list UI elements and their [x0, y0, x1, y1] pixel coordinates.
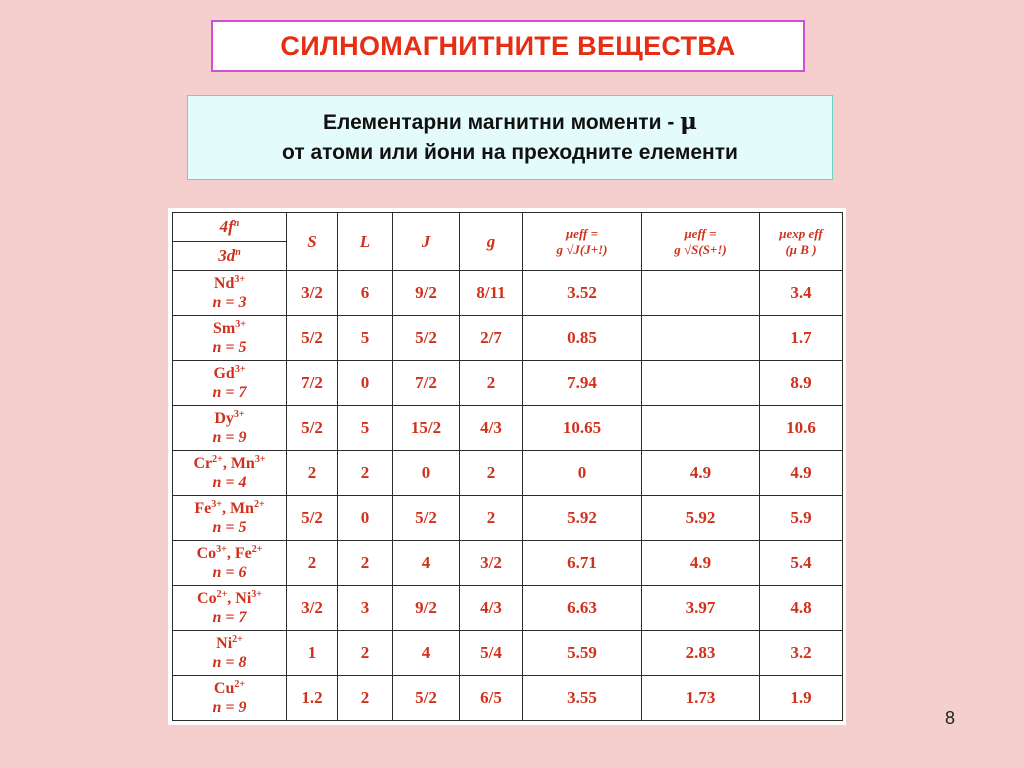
ion-base: Sm	[213, 320, 236, 337]
ion-charge: 3+	[216, 544, 227, 555]
header-mu-eff-S	[642, 213, 760, 271]
ion-cell	[173, 361, 287, 406]
ion-base: Dy	[214, 410, 234, 427]
table-row	[173, 631, 843, 676]
electron-count: n = 4	[212, 474, 247, 491]
cell-J: 4	[393, 541, 460, 586]
electron-count: n = 5	[212, 339, 247, 356]
cell-S: 1.2	[287, 676, 338, 721]
header-mu-eff-S-bottom: g √S(S+!)	[674, 241, 727, 257]
cell-L: 5	[338, 316, 393, 361]
cell-S: 3/2	[287, 586, 338, 631]
ion-charge: 2+	[212, 454, 223, 465]
table-row	[173, 676, 843, 721]
cell-S: 2	[287, 451, 338, 496]
cell-mu-exp: 1.9	[760, 676, 843, 721]
ion-base: Nd	[213, 275, 235, 292]
ion-cell	[173, 586, 287, 631]
cell-g: 4/3	[460, 406, 523, 451]
cell-J: 9/2	[393, 586, 460, 631]
header-mu-eff-S-top: μeff =	[684, 225, 717, 241]
ion-base: Cr	[193, 455, 213, 472]
table-row	[173, 316, 843, 361]
cell-mu-J: 6.63	[523, 586, 642, 631]
cell-S: 1	[287, 631, 338, 676]
cell-mu-exp: 4.8	[760, 586, 843, 631]
table-row	[173, 496, 843, 541]
electron-count: n = 5	[212, 519, 247, 536]
ion-name	[173, 679, 286, 698]
cell-mu-exp: 3.2	[760, 631, 843, 676]
ion-base: Cu	[213, 680, 235, 697]
cell-J: 5/2	[393, 316, 460, 361]
header-4f-base: 4f	[219, 217, 234, 236]
ion-charge: 2+	[216, 589, 228, 600]
cell-mu-S	[642, 406, 760, 451]
table-row	[173, 586, 843, 631]
cell-J: 5/2	[393, 496, 460, 541]
cell-g: 2/7	[460, 316, 523, 361]
page-number: 8	[945, 708, 956, 728]
cell-g: 2	[460, 496, 523, 541]
cell-mu-S: 4.9	[642, 451, 760, 496]
electron-count: n = 9	[212, 699, 247, 716]
cell-mu-S	[642, 271, 760, 316]
table-container	[168, 208, 846, 725]
cell-L: 3	[338, 586, 393, 631]
ion2-charge: 3+	[254, 454, 266, 465]
cell-mu-J: 7.94	[523, 361, 642, 406]
ion-charge: 3+	[234, 274, 246, 285]
cell-J: 5/2	[393, 676, 460, 721]
cell-L: 2	[338, 676, 393, 721]
cell-J: 15/2	[393, 406, 460, 451]
header-3d	[173, 242, 287, 271]
cell-mu-S: 2.83	[642, 631, 760, 676]
cell-L: 6	[338, 271, 393, 316]
cell-g: 4/3	[460, 586, 523, 631]
cell-S: 5/2	[287, 496, 338, 541]
cell-L: 5	[338, 406, 393, 451]
ion-name	[173, 319, 286, 338]
ion2-base: , Ni	[227, 590, 252, 607]
ion-name	[173, 274, 286, 293]
ion2-base: , Fe	[226, 545, 252, 562]
cell-mu-J: 3.55	[523, 676, 642, 721]
cell-S: 7/2	[287, 361, 338, 406]
ion2-charge: 3+	[251, 589, 262, 600]
table-row	[173, 361, 843, 406]
cell-mu-exp: 5.9	[760, 496, 843, 541]
header-g: g	[460, 213, 523, 271]
ion-cell	[173, 271, 287, 316]
subtitle-line-2: от атоми или йони на преходните елементи	[282, 141, 738, 164]
cell-mu-S: 1.73	[642, 676, 760, 721]
cell-L: 0	[338, 496, 393, 541]
cell-J: 0	[393, 451, 460, 496]
cell-L: 0	[338, 361, 393, 406]
cell-S: 3/2	[287, 271, 338, 316]
ion-charge: 3+	[235, 319, 246, 330]
ion-base: Co	[197, 590, 217, 607]
ion-name	[173, 364, 286, 383]
ion2-base: , Mn	[221, 500, 254, 517]
slide-title: СИЛНОМАГНИТНИТЕ ВЕЩЕСТВА	[280, 30, 736, 61]
ion-charge: 2+	[232, 634, 243, 645]
ion-name	[173, 544, 286, 563]
ion-cell	[173, 451, 287, 496]
header-4f-sup: n	[233, 218, 240, 229]
table-header-row	[173, 213, 843, 242]
cell-L: 2	[338, 541, 393, 586]
table-row	[173, 451, 843, 496]
cell-mu-J: 5.92	[523, 496, 642, 541]
header-J: J	[393, 213, 460, 271]
ion2-base: , Mn	[222, 455, 255, 472]
ion-cell	[173, 676, 287, 721]
header-mu-exp-bottom: (μ B )	[785, 241, 817, 257]
header-mu-exp-top: μexp eff	[779, 225, 823, 241]
cell-J: 4	[393, 631, 460, 676]
cell-S: 5/2	[287, 316, 338, 361]
header-mu-eff-J	[523, 213, 642, 271]
electron-count: n = 8	[212, 654, 247, 671]
cell-mu-J: 5.59	[523, 631, 642, 676]
cell-mu-S	[642, 361, 760, 406]
table-row	[173, 271, 843, 316]
ion-charge: 2+	[234, 679, 246, 690]
cell-g: 2	[460, 451, 523, 496]
ion-cell	[173, 631, 287, 676]
header-mu-eff-J-bottom: g √J(J+!)	[556, 241, 608, 257]
ion-base: Gd	[213, 365, 235, 382]
cell-mu-exp: 8.9	[760, 361, 843, 406]
ion-cell	[173, 496, 287, 541]
cell-g: 6/5	[460, 676, 523, 721]
cell-mu-J: 3.52	[523, 271, 642, 316]
cell-g: 5/4	[460, 631, 523, 676]
ion-cell	[173, 541, 287, 586]
electron-count: n = 7	[212, 609, 247, 626]
cell-mu-J: 0	[523, 451, 642, 496]
subtitle-line-1	[323, 107, 697, 138]
ion-charge: 3+	[233, 409, 245, 420]
mu-symbol: μ	[680, 108, 697, 135]
header-mu-exp	[760, 213, 843, 271]
cell-g: 2	[460, 361, 523, 406]
cell-mu-J: 10.65	[523, 406, 642, 451]
ion-name	[173, 634, 286, 653]
cell-J: 7/2	[393, 361, 460, 406]
cell-S: 2	[287, 541, 338, 586]
cell-mu-S: 4.9	[642, 541, 760, 586]
cell-mu-exp: 5.4	[760, 541, 843, 586]
cell-mu-S: 3.97	[642, 586, 760, 631]
table-row	[173, 541, 843, 586]
cell-J: 9/2	[393, 271, 460, 316]
ion-base: Fe	[194, 500, 212, 517]
header-L: L	[338, 213, 393, 271]
cell-mu-exp: 10.6	[760, 406, 843, 451]
cell-L: 2	[338, 631, 393, 676]
header-mu-eff-J-top: μeff =	[565, 225, 599, 241]
ion-name	[173, 499, 286, 518]
header-3d-base: 3d	[218, 246, 236, 265]
ion-base: Ni	[216, 635, 233, 652]
electron-count: n = 9	[212, 429, 247, 446]
ion-cell	[173, 316, 287, 361]
cell-S: 5/2	[287, 406, 338, 451]
electron-count: n = 3	[212, 294, 247, 311]
cell-mu-J: 0.85	[523, 316, 642, 361]
ion-charge: 3+	[234, 364, 246, 375]
magnetic-moments-table	[172, 212, 843, 721]
ion-base: Co	[196, 545, 217, 562]
header-4f	[173, 213, 287, 242]
cell-mu-exp: 1.7	[760, 316, 843, 361]
ion2-charge: 2+	[251, 544, 263, 555]
ion2-charge: 2+	[253, 499, 265, 510]
cell-mu-J: 6.71	[523, 541, 642, 586]
ion-cell	[173, 406, 287, 451]
cell-mu-exp: 3.4	[760, 271, 843, 316]
cell-mu-S	[642, 316, 760, 361]
electron-count: n = 7	[212, 384, 247, 401]
slide-title-box	[211, 20, 805, 72]
subtitle-box	[187, 95, 833, 180]
cell-mu-exp: 4.9	[760, 451, 843, 496]
table-body	[173, 271, 843, 721]
electron-count: n = 6	[212, 564, 247, 581]
ion-name	[173, 589, 286, 608]
ion-name	[173, 454, 286, 473]
cell-L: 2	[338, 451, 393, 496]
subtitle-text-1: Елементарни магнитни моменти -	[323, 111, 681, 134]
cell-g: 3/2	[460, 541, 523, 586]
header-S: S	[287, 213, 338, 271]
table-row	[173, 406, 843, 451]
ion-charge: 3+	[211, 499, 222, 510]
cell-mu-S: 5.92	[642, 496, 760, 541]
ion-name	[173, 409, 286, 428]
header-3d-sup: n	[235, 247, 241, 258]
cell-g: 8/11	[460, 271, 523, 316]
